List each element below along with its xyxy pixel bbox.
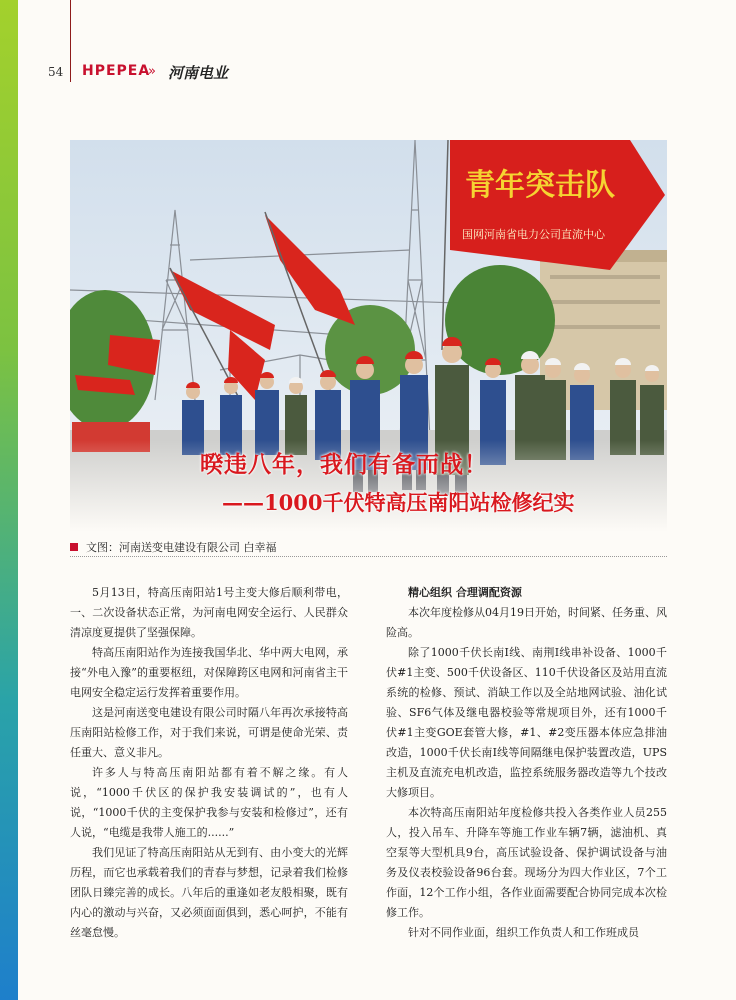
- banner-main-text: 青年突击队: [465, 168, 615, 203]
- page-number: 54: [48, 65, 64, 79]
- byline-square-icon: [70, 543, 78, 551]
- paragraph: 本次年度检修从04月19日开始，时间紧、任务重、风险高。: [386, 606, 667, 639]
- byline-text: 文图：河南送变电建设有限公司 白幸福: [86, 541, 277, 554]
- article-title: 暌违八年，我们有备而战！: [200, 451, 488, 478]
- brand-separator: »: [148, 64, 156, 79]
- paragraph: 针对不同作业面，组织工作负责人和工作班成员: [408, 926, 639, 939]
- dotted-divider: [70, 556, 667, 557]
- section-heading: 精心组织 合理调配资源: [408, 586, 522, 599]
- brand-logo: HPEPEA: [82, 63, 151, 79]
- paragraph: 我们见证了特高压南阳站从无到有、由小变大的光辉历程，而它也承载着我们的青春与梦想，记录着我们检修团队日臻完善的成长。八年后的重逢如老友般相聚，既有内心的激动与兴奋，又必须面面俱到，悉心呵护，不能有丝毫怠慢。: [70, 846, 348, 939]
- byline: [70, 539, 277, 555]
- paragraph: 特高压南阳站作为连接我国华北、华中两大电网，承接“外电入豫”的重要枢纽，对保障跨区电网和河南省主干电网安全稳定运行发挥着重要作用。: [70, 646, 348, 699]
- color-sidebar: [0, 0, 18, 1000]
- left-column: [70, 583, 348, 943]
- right-column: [386, 583, 667, 943]
- paragraph: 许多人与特高压南阳站都有着不解之缘。有人说，“1000千伏区的保护我安装调试的”，也有人说，“1000千伏的主变保护我参与安装和检修过”，还有人说，“电缆是我带人施工的......”: [70, 766, 348, 839]
- article-subtitle: ——1000千伏特高压南阳站检修纪实: [222, 490, 575, 515]
- magazine-name: 河南电业: [168, 64, 229, 82]
- banner-sub-text: 国网河南省电力公司直流中心: [462, 228, 605, 241]
- paragraph: 除了1000千伏长南I线、南荆I线串补设备、1000千伏#1主变、500千伏设备区、110千伏设备区及站用直流系统的检修、预试、消缺工作以及全站地网试验、油化试验、SF6气体及继电器校验等常规项目外，还有1000千伏#1主变GOE套管大修，#1、#2变压器本体应急排油改造，1000千伏长南I线等间隔继电保护装置改造，UPS主机及直流充电机改造，监控系统服务器改造等九个技改大修项目。: [386, 646, 667, 799]
- paragraph: 本次特高压南阳站年度检修共投入各类作业人员255人，投入吊车、升降车等施工作业车辆7辆，滤油机、真空泵等大型机具9台，高压试验设备、保护调试设备与油务及仪表校验设备96台套。现场分为四大作业区，7个工作面，12个工作小组，各作业面需要配合协同完成本次检修工作。: [386, 806, 667, 919]
- header-divider: [70, 0, 71, 82]
- paragraph: 5月13日，特高压南阳站1号主变大修后顺利带电，一、二次设备状态正常，为河南电网安全运行、人民群众清凉度夏提供了坚强保障。: [70, 586, 348, 639]
- paragraph: 这是河南送变电建设有限公司时隔八年再次承接特高压南阳站检修工作，对于我们来说，可谓是使命光荣、责任重大、意义非凡。: [70, 706, 348, 759]
